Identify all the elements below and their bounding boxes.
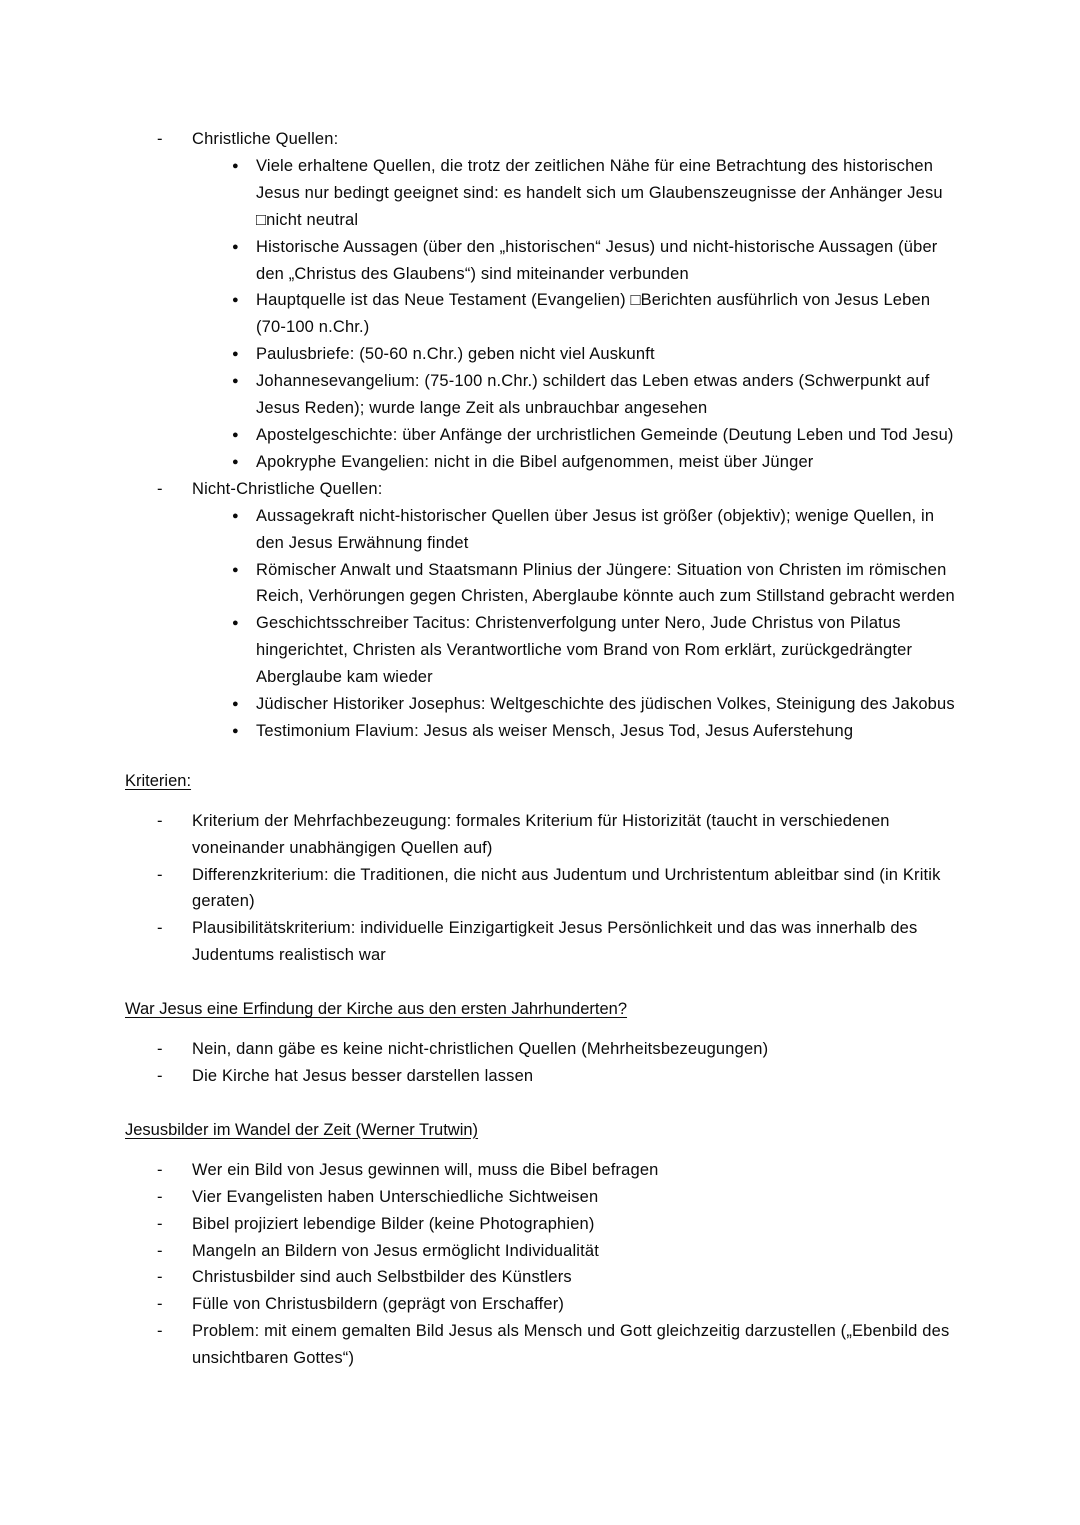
list-item — [125, 1036, 955, 1063]
bullet-marker: ● — [232, 509, 239, 522]
dash-marker: - — [157, 1322, 163, 1341]
bullet-marker: ● — [232, 294, 239, 307]
list-item-text: Kriterium der Mehrfachbezeugung: formales Kriterium für Historizität (taucht in verschiedenen voneinander unabhängigen Quellen auf) — [192, 811, 890, 857]
bullet-marker: ● — [232, 159, 239, 172]
spacer — [125, 1090, 955, 1117]
outline-item-label: Christliche Quellen: — [192, 130, 339, 148]
list-item — [125, 557, 955, 611]
list-item-text: Plausibilitätskriterium: individuelle Einzigartigkeit Jesus Persönlichkeit und das was innerhalb des Judentums realistisch war — [192, 919, 918, 965]
list-item-text: Nein, dann gäbe es keine nicht-christlichen Quellen (Mehrheitsbezeugungen) — [192, 1040, 769, 1059]
list-item-text: Aussagekraft nicht-historischer Quellen über Jesus ist größer (objektiv); wenige Quellen, in den Jesus Erwähnung findet — [256, 506, 935, 552]
section-heading-kriterien: Kriterien: — [125, 771, 192, 790]
section-heading-jesusbilder-wrap — [125, 1117, 955, 1144]
list-item — [125, 422, 955, 449]
bullet-marker: ● — [232, 240, 239, 253]
list-item-text: Vier Evangelisten haben Unterschiedliche Sichtweisen — [192, 1187, 599, 1206]
bullet-marker: ● — [232, 375, 239, 388]
list-item — [125, 503, 955, 557]
bullet-marker: ● — [232, 617, 239, 630]
bullet-marker: ● — [232, 698, 239, 711]
dash-marker: - — [157, 1241, 163, 1260]
list-item — [125, 234, 955, 288]
spacer — [125, 969, 955, 996]
section-heading-jesusbilder: Jesusbilder im Wandel der Zeit (Werner Trutwin) — [125, 1120, 479, 1139]
spacer — [125, 1023, 955, 1036]
list-item-text: Testimonium Flavium: Jesus als weiser Mensch, Jesus Tod, Jesus Auferstehung — [256, 721, 854, 740]
dash-marker: - — [157, 865, 163, 884]
list-item — [125, 862, 955, 916]
list-item — [125, 287, 955, 341]
list-item-text: Problem: mit einem gemalten Bild Jesus als Mensch und Gott gleichzeitig darzustellen („Ebenbild des unsichtbaren Gottes“) — [192, 1322, 950, 1368]
list-item — [125, 449, 955, 476]
list-item-text: Viele erhaltene Quellen, die trotz der zeitlichen Nähe für eine Betrachtung des historischen Jesus nur bedingt geeignet sind: es handelt sich um Glaubenszeugnisse der Anhänger Jesu □nicht neutral — [256, 156, 943, 229]
dash-marker: - — [157, 919, 163, 938]
list-item-text: Geschichtsschreiber Tacitus: Christenverfolgung unter Nero, Jude Christus von Pilatus hingerichtet, Christen als Verantwortliche vom Brand von Rom erklärt, zurückgedrängter Aberglaube kam wieder — [256, 614, 913, 687]
list-item-text: Die Kirche hat Jesus besser darstellen lassen — [192, 1067, 534, 1085]
list-item — [125, 691, 955, 718]
list-item — [125, 1318, 955, 1372]
jesusbilder-list — [125, 1157, 955, 1372]
list-item — [125, 153, 955, 234]
list-item-text: Apostelgeschichte: über Anfänge der urchristlichen Gemeinde (Deutung Leben und Tod Jesu) — [256, 425, 954, 444]
list-item — [125, 341, 955, 368]
bullet-marker: ● — [232, 428, 239, 441]
list-item-text: Johannesevangelium: (75-100 n.Chr.) schildert das Leben etwas anders (Schwerpunkt auf Jesus Reden); wurde lange Zeit als unbrauchbar angesehen — [256, 372, 930, 418]
dash-marker: - — [157, 1295, 163, 1314]
dash-marker: - — [157, 1187, 163, 1206]
erfindung-list — [125, 1036, 955, 1090]
list-item-text: Fülle von Christusbildern (geprägt von Erschaffer) — [192, 1295, 565, 1314]
dash-marker: - — [157, 1040, 163, 1059]
section-heading-kriterien-wrap — [125, 768, 955, 795]
bullet-marker: ● — [232, 724, 239, 737]
list-item — [125, 1238, 955, 1265]
list-item-text: Wer ein Bild von Jesus gewinnen will, muss die Bibel befragen — [192, 1160, 659, 1179]
dash-marker: - — [157, 130, 163, 148]
list-item — [125, 1157, 955, 1184]
list-item — [125, 1291, 955, 1318]
list-item — [125, 1264, 955, 1291]
list-item-text: Jüdischer Historiker Josephus: Weltgeschichte des jüdischen Volkes, Steinigung des Jakobus — [256, 695, 955, 714]
section-heading-erfindung-wrap — [125, 996, 955, 1023]
list-item — [125, 718, 955, 745]
list-item — [125, 1211, 955, 1238]
quellen-outline — [125, 126, 955, 745]
outline-item-label: Nicht-Christliche Quellen: — [192, 479, 383, 498]
dash-marker: - — [157, 1160, 163, 1179]
bullet-marker: ● — [232, 455, 239, 468]
outline-item-christliche-quellen — [125, 126, 955, 153]
document-body — [125, 126, 955, 1372]
list-item-text: Historische Aussagen (über den „historischen“ Jesus) und nicht-historische Aussagen (über den „Christus des Glaubens“) sind miteinander verbunden — [256, 237, 938, 283]
list-item-text: Bibel projiziert lebendige Bilder (keine Photographien) — [192, 1214, 595, 1233]
list-item — [125, 610, 955, 691]
dash-marker: - — [157, 811, 163, 830]
spacer — [125, 1144, 955, 1157]
bullet-marker: ● — [232, 348, 239, 361]
dash-marker: - — [157, 479, 163, 498]
list-item — [125, 808, 955, 862]
list-item-text: Mangeln an Bildern von Jesus ermöglicht Individualität — [192, 1241, 599, 1260]
kriterien-list — [125, 808, 955, 969]
christliche-quellen-sublist — [125, 153, 955, 476]
list-item-text: Differenzkriterium: die Traditionen, die nicht aus Judentum und Urchristentum ableitbar sind (in Kritik geraten) — [192, 865, 941, 911]
outline-item-nicht-christliche-quellen — [125, 476, 955, 503]
list-item — [125, 368, 955, 422]
list-item-text: Hauptquelle ist das Neue Testament (Evangelien) □Berichten ausführlich von Jesus Leben (70-100 n.Chr.) — [256, 291, 931, 337]
list-item — [125, 1063, 955, 1090]
list-item-text: Paulusbriefe: (50-60 n.Chr.) geben nicht viel Auskunft — [256, 345, 655, 364]
spacer — [125, 795, 955, 808]
list-item-text: Christusbilder sind auch Selbstbilder des Künstlers — [192, 1268, 572, 1287]
bullet-marker: ● — [232, 563, 239, 576]
list-item — [125, 915, 955, 969]
dash-marker: - — [157, 1067, 163, 1085]
dash-marker: - — [157, 1268, 163, 1287]
section-heading-erfindung: War Jesus eine Erfindung der Kirche aus den ersten Jahrhunderten? — [125, 1000, 628, 1019]
dash-marker: - — [157, 1214, 163, 1233]
list-item-text: Römischer Anwalt und Staatsmann Plinius der Jüngere: Situation von Christen im römischen Reich, Verhörungen gegen Christen, Aberglaube könnte auch zum Stillstand gebracht werden — [256, 560, 955, 606]
list-item — [125, 1184, 955, 1211]
spacer — [125, 745, 955, 768]
nicht-christliche-quellen-sublist — [125, 503, 955, 745]
list-item-text: Apokryphe Evangelien: nicht in die Bibel aufgenommen, meist über Jünger — [256, 452, 814, 471]
